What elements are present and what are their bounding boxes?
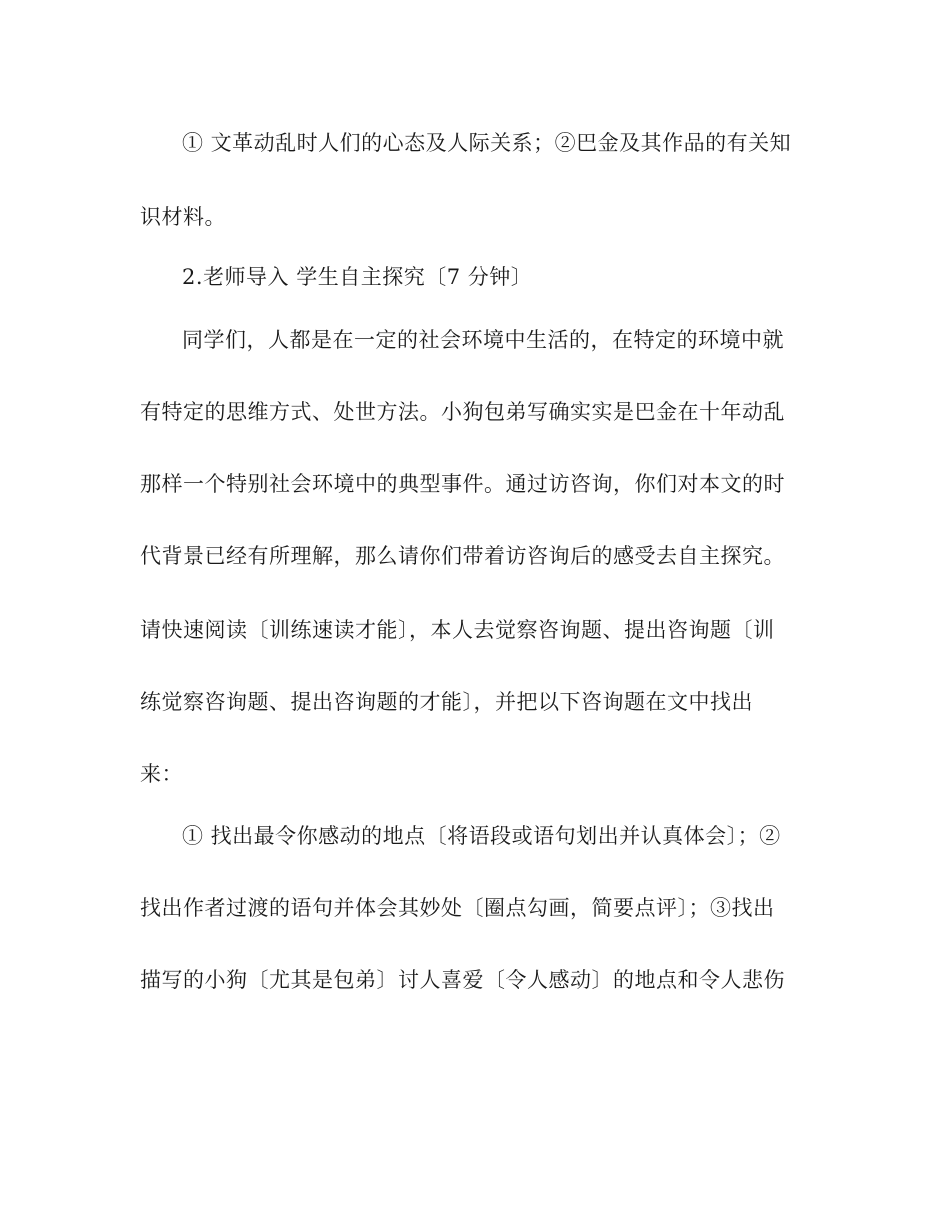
text-line: 找出作者过渡的语句并体会其妙处〔圈点勾画，简要点评〕；③找出 xyxy=(140,896,775,920)
text-line: ① 文革动乱时人们的心态及人际关系；②巴金及其作品的有关知 xyxy=(182,131,792,155)
text-line: 那样一个特别社会环境中的典型事件。通过访咨询，你们对本文的时 xyxy=(140,472,785,496)
text-line: 练觉察咨询题、提出咨询题的才能〕，并把以下咨询题在文中找出 xyxy=(140,690,753,714)
text-line: 识材料。 xyxy=(140,205,226,229)
text-line: 代背景已经有所理解，那么请你们带着访咨询后的感受去自主探究。 xyxy=(140,544,785,568)
text-line: 来： xyxy=(140,762,183,786)
text-line: 同学们，人都是在一定的社会环境中生活的，在特定的环境中就 xyxy=(182,328,784,352)
text-line: ① 找出最令你感动的地点〔将语段或语句划出并认真体会〕；② xyxy=(182,824,781,848)
text-line: 描写的小狗〔尤其是包弟〕讨人喜爱〔令人感动〕的地点和令人悲伤 xyxy=(140,968,785,992)
section-heading: 2.老师导入 学生自主探究〔7 分钟〕 xyxy=(182,265,533,289)
text-line: 请快速阅读〔训练速读才能〕，本人去觉察咨询题、提出咨询题〔训 xyxy=(140,618,775,642)
text-line: 有特定的思维方式、处世方法。小狗包弟写确实实是巴金在十年动乱 xyxy=(140,400,785,424)
